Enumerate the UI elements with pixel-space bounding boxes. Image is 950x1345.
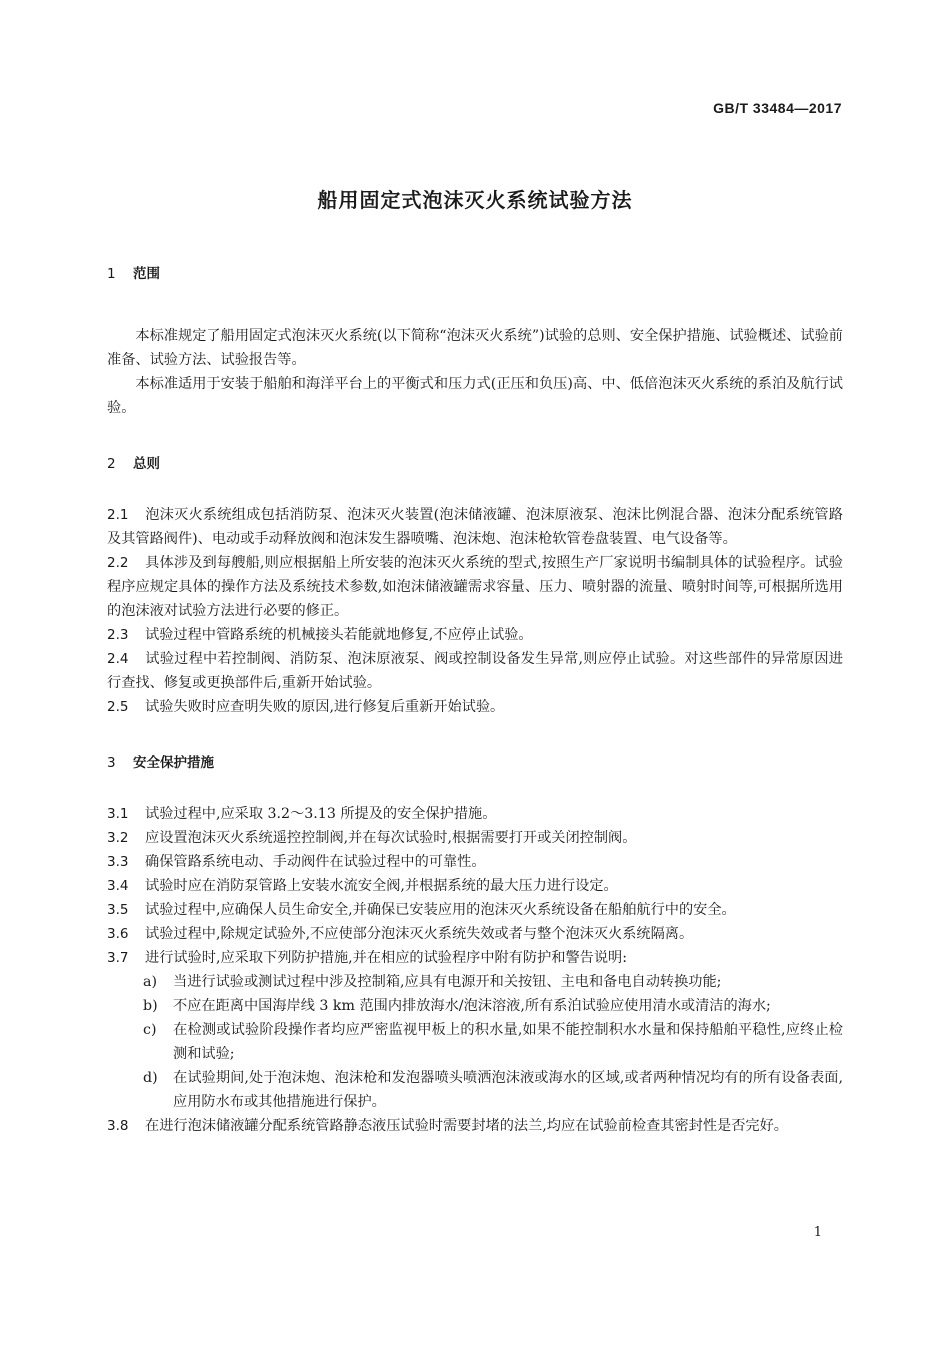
list-item-label: c) [143, 1022, 157, 1038]
clause [107, 503, 843, 551]
clause-number: 3.6 [107, 926, 129, 942]
clause-number: 2.3 [107, 627, 129, 643]
section-number: 3 [107, 755, 116, 771]
clause-text: 试验过程中,除规定试验外,不应使部分泡沫灭火系统失效或者与整个泡沫灭火系统隔离。 [145, 926, 694, 942]
clause [107, 647, 843, 695]
document-body [107, 262, 843, 1138]
section-number: 1 [107, 266, 116, 282]
list-item-label: b) [143, 998, 158, 1014]
document-title: 船用固定式泡沫灭火系统试验方法 [317, 188, 633, 212]
section-title: 安全保护措施 [133, 755, 214, 771]
clause-text: 进行试验时,应采取下列防护措施,并在相应的试验程序中附有防护和警告说明: [145, 950, 627, 966]
clause-text: 试验失败时应查明失败的原因,进行修复后重新开始试验。 [145, 699, 505, 715]
list-item-text: 不应在距离中国海岸线 3 km 范围内排放海水/泡沫溶液,所有系泊试验应使用清水或清洁的海水; [173, 998, 771, 1014]
clause-number: 2.2 [107, 555, 129, 571]
clause-number: 2.4 [107, 651, 129, 667]
section-heading [107, 452, 843, 476]
clause [107, 551, 843, 623]
clause [107, 898, 843, 922]
paragraph: 本标准规定了船用固定式泡沫灭火系统(以下简称“泡沫灭火系统”)试验的总则、安全保护措施、试验概述、试验前准备、试验方法、试验报告等。 [107, 328, 843, 368]
list-item-text: 在试验期间,处于泡沫炮、泡沫枪和发泡器喷头喷洒泡沫液或海水的区域,或者两种情况均有的所有设备表面,应用防水布或其他措施进行保护。 [173, 1070, 843, 1110]
clause [107, 1114, 843, 1138]
list-item-text: 当进行试验或测试过程中涉及控制箱,应具有电源开和关按钮、主电和备电自动转换功能; [173, 974, 722, 990]
clause-text: 泡沫灭火系统组成包括消防泵、泡沫灭火装置(泡沫储液罐、泡沫原液泵、泡沫比例混合器、泡沫分配系统管路及其管路阀件)、电动或手动释放阀和泡沫发生器喷嘴、泡沫炮、泡沫枪软管卷盘装置、电气设备等。 [107, 507, 843, 547]
standard-code: GB/T 33484—2017 [713, 100, 842, 116]
clause-number: 3.3 [107, 854, 129, 870]
clause [107, 623, 843, 647]
paragraph: 本标准适用于安装于船舶和海洋平台上的平衡式和压力式(正压和负压)高、中、低倍泡沫灭火系统的系泊及航行试验。 [107, 376, 843, 416]
clause [107, 874, 843, 898]
clause [107, 946, 843, 970]
clause [107, 850, 843, 874]
clause-number: 3.1 [107, 806, 129, 822]
section-title: 总则 [133, 456, 160, 472]
clause-number: 3.2 [107, 830, 129, 846]
clause-text: 确保管路系统电动、手动阀件在试验过程中的可靠性。 [145, 854, 486, 870]
clause-text: 试验过程中管路系统的机械接头若能就地修复,不应停止试验。 [145, 627, 533, 643]
section-heading [107, 262, 843, 286]
clause-number: 3.8 [107, 1118, 129, 1134]
list-item [107, 1066, 843, 1114]
clause [107, 802, 843, 826]
clause-text: 应设置泡沫灭火系统遥控控制阀,并在每次试验时,根据需要打开或关闭控制阀。 [145, 830, 637, 846]
clause-text: 试验过程中若控制阀、消防泵、泡沫原液泵、阀或控制设备发生异常,则应停止试验。对这些部件的异常原因进行查找、修复或更换部件后,重新开始试验。 [107, 651, 843, 691]
list-item-label: a) [143, 974, 157, 990]
list-item [107, 970, 843, 994]
clause [107, 922, 843, 946]
clause-number: 2.5 [107, 699, 129, 715]
clause-number: 3.4 [107, 878, 129, 894]
list-item-text: 在检测或试验阶段操作者均应严密监视甲板上的积水量,如果不能控制积水水量和保持船舶平稳性,应终止检测和试验; [173, 1022, 843, 1062]
list-item [107, 994, 843, 1018]
section-heading [107, 751, 843, 775]
clause-text: 具体涉及到每艘船,则应根据船上所安装的泡沫灭火系统的型式,按照生产厂家说明书编制具体的试验程序。试验程序应规定具体的操作方法及系统技术参数,如泡沫储液罐需求容量、压力、喷射器的流量、喷射时间等,可根据所选用的泡沫液对试验方法进行必要的修正。 [107, 555, 843, 619]
clause-number: 3.5 [107, 902, 129, 918]
clause [107, 695, 843, 719]
clause-text: 试验过程中,应采取 3.2～3.13 所提及的安全保护措施。 [145, 806, 497, 822]
clause-text: 试验时应在消防泵管路上安装水流安全阀,并根据系统的最大压力进行设定。 [145, 878, 618, 894]
list-item [107, 1018, 843, 1066]
clause-number: 3.7 [107, 950, 129, 966]
list-item-label: d) [143, 1070, 158, 1086]
page-number: 1 [813, 1225, 822, 1240]
section-number: 2 [107, 456, 116, 472]
clause-number: 2.1 [107, 507, 129, 523]
clause-text: 试验过程中,应确保人员生命安全,并确保已安装应用的泡沫灭火系统设备在船舶航行中的安全。 [145, 902, 736, 918]
section-title: 范围 [133, 266, 160, 282]
clause [107, 826, 843, 850]
clause-text: 在进行泡沫储液罐分配系统管路静态液压试验时需要封堵的法兰,均应在试验前检查其密封性是否完好。 [145, 1118, 788, 1134]
